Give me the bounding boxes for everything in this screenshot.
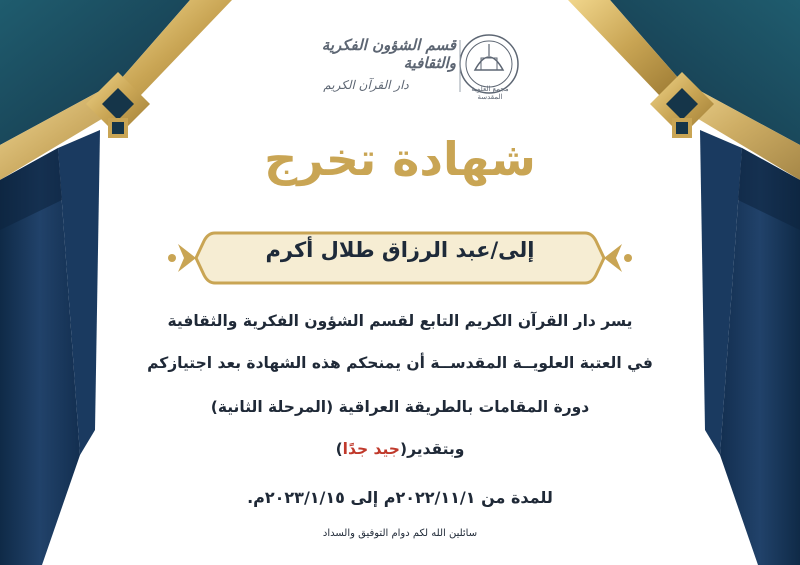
left-curtain [0,130,100,565]
body-line-3: دورة المقامات بالطريقة العراقية (المرحلة الثانية) [210,398,590,416]
certificate-title: شهادة تخرج [264,132,536,186]
grade-close-paren: ) [335,440,343,458]
recipient-name: إلى/عبد الرزاق طلال أكرم [265,238,535,262]
body-line-2: في العتبة العلويــة المقدســة أن يمنحكم هذه الشهادة بعد اجتيازكم [147,354,653,372]
closing-wish: سائلين الله لكم دوام التوفيق والسداد [322,528,478,539]
institution-name: دار القرآن الكريم [323,78,409,92]
grade-line [130,440,670,458]
course-period: للمدة من ٢٠٢٢/١١/١م إلى ٢٠٢٣/١/١٥م. [247,488,553,507]
grade-value: جيد جدًا [342,440,400,458]
department-name: قسم الشؤون الفكرية والثقافية [321,36,456,72]
grade-open-paren: ( [399,440,408,458]
seal-caption: مجمع العلوية المقدسة [471,85,509,101]
institution-calligraphy [276,34,456,94]
body-line-1: يسر دار القرآن الكريم التابع لقسم الشؤون الفكرية والثقافية [167,312,633,330]
right-curtain [700,130,800,565]
grade-prefix: وبتقدير [407,440,465,458]
